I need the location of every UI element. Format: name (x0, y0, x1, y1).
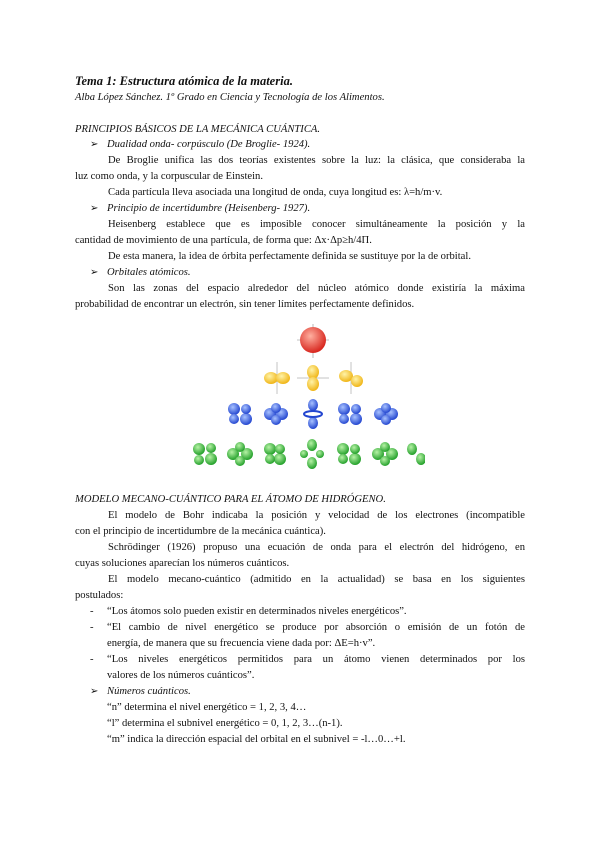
bullet-incertidumbre (90, 202, 525, 216)
atomic-orbitals-illustration (185, 322, 425, 472)
paragraph-line: Cada partícula lleva asociada una longitud de onda, cuya longitud es: λ=h/m·v. (108, 187, 443, 198)
s-orbital (300, 327, 326, 353)
f-orbitals-row (193, 439, 425, 469)
paragraph-line: luz como onda, y la corpuscular de Einstein. (75, 171, 263, 182)
paragraph-line: Son las zonas del espacio alrededor del núcleo atómico donde existiría la máxima (108, 283, 525, 294)
quantum-number-m: “m” indica la dirección espacial del orbital en el subnivel = -l…0…+l. (107, 734, 406, 745)
bullet-label: Principio de incertidumbre (Heisenberg- 1927). (107, 203, 311, 214)
d-orbitals-row (228, 399, 398, 429)
paragraph-line: cuyas soluciones aparecían los números cuánticos. (75, 558, 290, 569)
arrow-bullet-icon: ➢ (90, 686, 99, 697)
paragraph-line: con el principio de incertidumbre de la mecánica cuántica). (75, 526, 326, 537)
dash-marker: - (90, 622, 94, 633)
paragraph-line: El modelo mecano-cuántico (admitido en la actualidad) se basa en los siguientes (108, 574, 525, 585)
paragraph-line: cantidad de movimiento de una partícula, de forma que: Δx·Δp≥h/4Π. (75, 235, 372, 246)
arrow-bullet-icon: ➢ (90, 203, 99, 214)
document-title: Tema 1: Estructura atómica de la materia. (75, 74, 293, 88)
quantum-number-l: “l” determina el subnivel energético = 0, 1, 2, 3…(n-1). (107, 718, 343, 729)
bullet-numeros-cuanticos (90, 685, 525, 699)
postulate-text: “Los átomos solo pueden existir en determinados niveles energéticos”. (107, 606, 407, 617)
author-line: Alba López Sánchez. 1º Grado en Ciencia y Tecnología de los Alimentos. (75, 92, 385, 103)
arrow-bullet-icon: ➢ (90, 139, 99, 150)
bullet-label: Orbitales atómicos. (107, 267, 191, 278)
postulate-item (90, 605, 525, 619)
paragraph-line: postulados: (75, 590, 124, 601)
arrow-bullet-icon: ➢ (90, 267, 99, 278)
postulate-text: “El cambio de nivel energético se produce por absorción o emisión de un fotón de (107, 622, 525, 633)
bullet-dualidad (90, 138, 525, 152)
quantum-number-n: “n” determina el nivel energético = 1, 2, 3, 4… (107, 702, 307, 713)
section-heading-modelo: MODELO MECANO-CUÁNTICO PARA EL ÁTOMO DE HIDRÓGENO. (75, 494, 386, 505)
dash-marker: - (90, 654, 94, 665)
bullet-label: Números cuánticos. (107, 686, 191, 697)
paragraph-line: El modelo de Bohr indicaba la posición y velocidad de los electrones (incompatible (108, 510, 525, 521)
p-orbitals-row (264, 362, 363, 394)
paragraph-line: Schrödinger (1926) propuso una ecuación de onda para el electrón del hidrógeno, en (108, 542, 525, 553)
paragraph-line: Heisenberg establece que es imposible conocer simultáneamente la posición y la (108, 219, 525, 230)
postulate-text: energía, de manera que su frecuencia viene dada por: ΔE=h·v”. (107, 638, 376, 649)
bullet-label: Dualidad onda- corpúsculo (De Broglie- 1924). (107, 139, 311, 150)
section-heading-principios: PRINCIPIOS BÁSICOS DE LA MECÁNICA CUÁNTICA. (75, 124, 321, 135)
bullet-orbitales (90, 266, 525, 280)
paragraph-line: De esta manera, la idea de órbita perfectamente definida se sustituye por la de orbital. (108, 251, 471, 262)
paragraph-line: probabilidad de encontrar un electrón, sin tener límites perfectamente definidos. (75, 299, 415, 310)
dash-marker: - (90, 606, 94, 617)
paragraph-line: De Broglie unifica las dos teorías existentes sobre la luz: la clásica, que consideraba la (108, 155, 525, 166)
postulate-text: valores de los números cuánticos”. (107, 670, 255, 681)
postulate-text: “Los niveles energéticos permitidos para un átomo vienen determinados por los (107, 654, 525, 665)
